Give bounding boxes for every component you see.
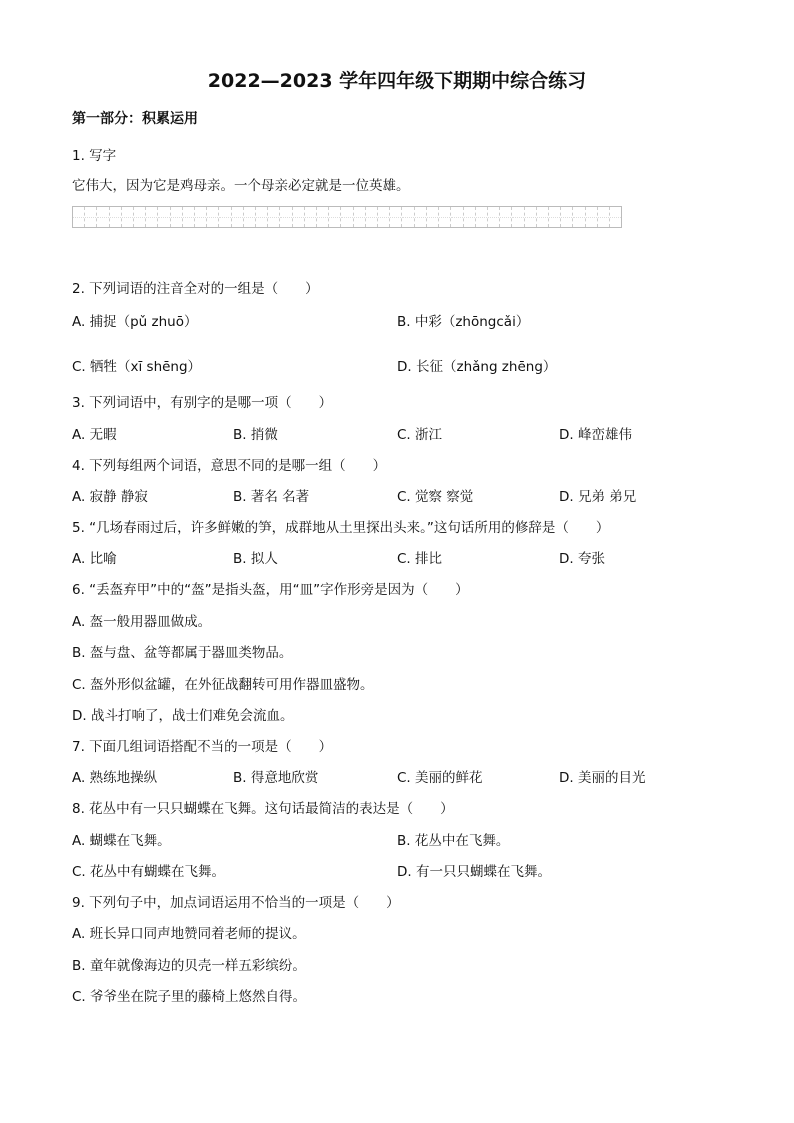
page-title: 2022—2023 学年四年级下期期中综合练习 [207, 70, 587, 92]
q6-option-a[interactable]: A. 盔一般用器皿做成。 [72, 614, 212, 630]
q8-stem: 8. 花丛中有一只只蝴蝶在飞舞。这句话最简洁的表达是（ ） [72, 801, 454, 817]
q6-option-d[interactable]: D. 战斗打响了，战士们难免会流血。 [72, 708, 294, 724]
q4-option-d[interactable]: D. 兄弟 弟兄 [559, 489, 637, 505]
q3-stem: 3. 下列词语中，有别字的是哪一项（ ） [72, 395, 333, 411]
q8-option-c[interactable]: C. 花丛中有蝴蝶在飞舞。 [72, 864, 226, 880]
q5-option-a[interactable]: A. 比喻 [72, 551, 117, 567]
q3-option-a[interactable]: A. 无暇 [72, 427, 117, 443]
q2-option-c[interactable]: C. 牺牲（xī shēng） [72, 359, 202, 375]
q6-stem: 6. “丢盔弃甲”中的“盔”是指头盔，用“皿”字作形旁是因为（ ） [72, 582, 469, 598]
q4-option-b[interactable]: B. 著名 名著 [233, 489, 310, 505]
q9-option-b[interactable]: B. 童年就像海边的贝壳一样五彩缤纷。 [72, 958, 306, 974]
q3-option-b[interactable]: B. 捎微 [233, 427, 278, 443]
q7-option-b[interactable]: B. 得意地欣赏 [233, 770, 319, 786]
q1-text: 它伟大，因为它是鸡母亲。一个母亲必定就是一位英雄。 [72, 178, 410, 194]
q7-stem: 7. 下面几组词语搭配不当的一项是（ ） [72, 739, 333, 755]
q7-option-d[interactable]: D. 美丽的目光 [559, 770, 646, 786]
q6-option-b[interactable]: B. 盔与盘、盆等都属于器皿类物品。 [72, 645, 293, 661]
writing-grid[interactable] [72, 206, 622, 228]
q7-option-a[interactable]: A. 熟练地操纵 [72, 770, 158, 786]
q2-option-d[interactable]: D. 长征（zhǎng zhēng） [397, 359, 557, 375]
q4-option-a[interactable]: A. 寂静 静寂 [72, 489, 148, 505]
q8-option-a[interactable]: A. 蝴蝶在飞舞。 [72, 833, 171, 849]
q9-option-a[interactable]: A. 班长异口同声地赞同着老师的提议。 [72, 926, 306, 942]
q5-stem: 5. “几场春雨过后，许多鲜嫩的笋，成群地从土里探出头来。”这句话所用的修辞是（ ） [72, 520, 610, 536]
q4-option-c[interactable]: C. 觉察 察觉 [397, 489, 474, 505]
q2-option-b[interactable]: B. 中彩（zhōngcǎi） [397, 314, 530, 330]
q4-stem: 4. 下列每组两个词语，意思不同的是哪一组（ ） [72, 458, 387, 474]
q5-option-c[interactable]: C. 排比 [397, 551, 443, 567]
q8-option-d[interactable]: D. 有一只只蝴蝶在飞舞。 [397, 864, 551, 880]
q5-option-d[interactable]: D. 夸张 [559, 551, 605, 567]
q9-stem: 9. 下列句子中，加点词语运用不恰当的一项是（ ） [72, 895, 400, 911]
q9-option-c[interactable]: C. 爷爷坐在院子里的藤椅上悠然自得。 [72, 989, 307, 1005]
q3-option-d[interactable]: D. 峰峦雄伟 [559, 427, 632, 443]
q7-option-c[interactable]: C. 美丽的鲜花 [397, 770, 483, 786]
q1-stem: 1. 写字 [72, 148, 117, 164]
q2-stem: 2. 下列词语的注音全对的一组是（ ） [72, 281, 319, 297]
q6-option-c[interactable]: C. 盔外形似盆罐，在外征战翻转可用作器皿盛物。 [72, 677, 374, 693]
q5-option-b[interactable]: B. 拟人 [233, 551, 278, 567]
q2-option-a[interactable]: A. 捕捉（pǔ zhuō） [72, 314, 198, 330]
q3-option-c[interactable]: C. 浙江 [397, 427, 443, 443]
q8-option-b[interactable]: B. 花丛中在飞舞。 [397, 833, 510, 849]
section-heading: 第一部分：积累运用 [72, 111, 198, 127]
